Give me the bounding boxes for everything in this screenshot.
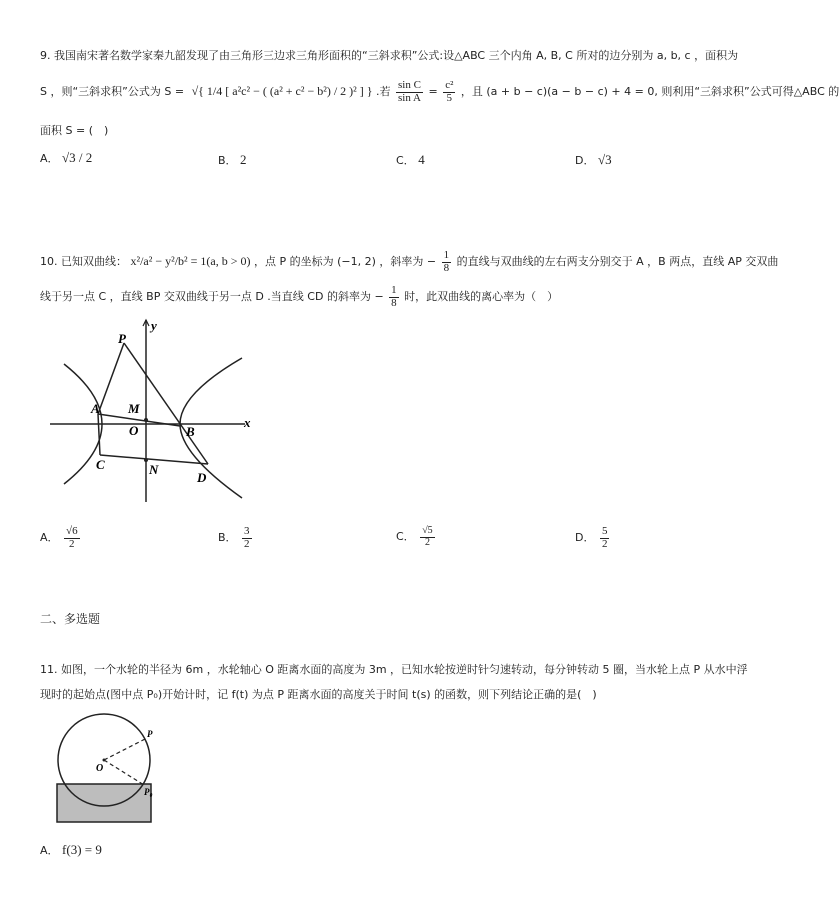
radius-op [104,738,147,760]
q9-line2 [40,80,839,104]
label-c: C [96,457,105,472]
q10-option-a[interactable] [40,526,82,550]
q9-line2-intro: S ，则“三斜求积”公式为 S = [40,85,185,99]
water-wheel-figure [50,708,170,826]
label-p0: P₀ [144,787,153,797]
line-ap [98,343,124,455]
q9-option-a-label: A． [40,152,59,165]
q9-option-d-label: D． [575,154,595,167]
section-title: 二、多选题 [40,612,101,626]
label-b: B [186,424,195,439]
q10-line1 [40,250,778,274]
q10-option-a-label: A． [40,531,59,545]
q9-ratio-rhs-den: 5 [446,91,453,104]
label-y: y [151,318,157,333]
q10-cd-slope-frac [389,285,399,309]
q10-option-b-label: B． [218,531,237,545]
q10-cd-slope-num: 1 [391,284,397,296]
radius-op0 [104,760,144,785]
q10-intro: 10. 已知双曲线： [40,255,127,269]
q10-slope-num: 1 [443,249,450,261]
q10-option-d-num: 5 [601,525,608,537]
q10-option-a-frac [64,526,80,550]
q10-slope-den: 8 [443,261,450,274]
q9-option-d-value: √3 [597,152,612,167]
q9-option-b-label: B． [218,154,237,167]
q9-option-c[interactable] [396,152,425,168]
q11-option-a-label: A． [40,844,59,857]
q10-option-c-den: 2 [424,536,430,548]
q9-option-d[interactable] [575,152,612,168]
point-n [144,458,148,462]
q10-intersect-text: 的直线与双曲线的左右两支分别交于 A ，B 两点，直线 AP 交双曲 [456,255,779,269]
label-n: N [149,462,159,477]
q10-option-c-frac [420,526,435,548]
q9-option-b[interactable] [218,152,247,168]
q9-ratio-rhs [443,80,455,104]
q11-line1: 11. 如图，一个水轮的半径为 6m ，水轮轴心 O 距离水面的高度为 3m ，已知水轮按逆时针匀速转动，每分钟转动 5 圈，当水轮上点 P 从水中浮 [40,663,748,676]
q10-point-p: ，点 P 的坐标为 (−1, 2) ，斜率为 − [254,255,437,269]
q9-line2-ruo: .若 [376,85,391,99]
q10-cd-slope-den: 8 [391,296,397,309]
q9-option-a-value: √3 / 2 [62,150,93,165]
q9-option-c-label: C． [396,154,415,167]
label-o: O [96,763,104,774]
q10-option-d-den: 2 [601,537,608,550]
q11-option-a-value: f(3) = 9 [62,842,102,857]
hyperbola-figure [40,312,270,512]
q10-option-b[interactable] [218,526,254,550]
q9-ratio-lhs-num: sin C [398,79,421,91]
q9-ratio-eq: = [428,85,438,99]
label-a: A [91,401,100,416]
q10-option-d-label: D． [575,531,595,545]
label-m: M [128,401,140,416]
q10-option-b-den: 2 [244,537,250,550]
center-o [103,759,106,762]
q9-line1: 9. 我国南宋著名数学家秦九韶发现了由三角形三边求三角形面积的“三斜求积”公式:设△ABC 三个内角 A, B, C 所对的边分别为 a, b, c ，面积为 [40,49,739,62]
q10-option-d[interactable] [575,526,611,550]
q9-line3: 面积 S = ( ) [40,124,109,137]
q10-option-c-label: C． [396,530,415,543]
q10-option-b-frac [242,526,252,550]
label-o: O [129,423,139,438]
q11-line2: 现时的起始点(图中点 P₀)开始计时，记 f(t) 为点 P 距离水面的高度关于时间 t(s) 的函数，则下列结论正确的是( ) [40,688,597,701]
q10-equation: x²/a² − y²/b² = 1(a, b > 0) [130,254,251,269]
q9-option-b-value: 2 [240,152,247,167]
point-m [144,418,148,422]
label-p: P [118,331,126,346]
q10-option-b-num: 3 [244,525,250,537]
label-d: D [197,470,207,485]
q10-line2-text: 线于另一点 C ，直线 BP 交双曲线于另一点 D .当直线 CD 的斜率为 − [40,290,384,304]
q10-option-c[interactable] [396,526,437,548]
q9-line2-condition: ，且 (a + b − c)(a − b − c) + 4 = 0, 则利用“三斜求积”公式可得△ABC 的 [460,85,839,99]
q10-slope-frac [442,250,452,274]
q10-option-a-den: 2 [69,537,75,550]
q9-ratio-rhs-num: c² [445,79,454,91]
q9-ratio-lhs [396,80,423,104]
q10-question: 时，此双曲线的离心率为（ ） [404,290,559,304]
label-p: P [147,729,153,739]
q10-line2 [40,285,558,309]
q11-option-a[interactable] [40,842,102,858]
label-x: x [244,415,251,430]
q9-ratio-lhs-den: sin A [398,91,421,104]
q9-option-a[interactable] [40,150,92,166]
q10-option-c-num: √5 [422,525,433,536]
q10-option-a-num: √6 [66,525,78,537]
q9-formula: √{ 1/4 [ a²c² − ( (a² + c² − b²) / 2 )² ] } [191,84,373,99]
water-area [57,784,151,822]
q9-option-c-value: 4 [418,152,425,167]
q10-option-d-frac [600,526,610,550]
